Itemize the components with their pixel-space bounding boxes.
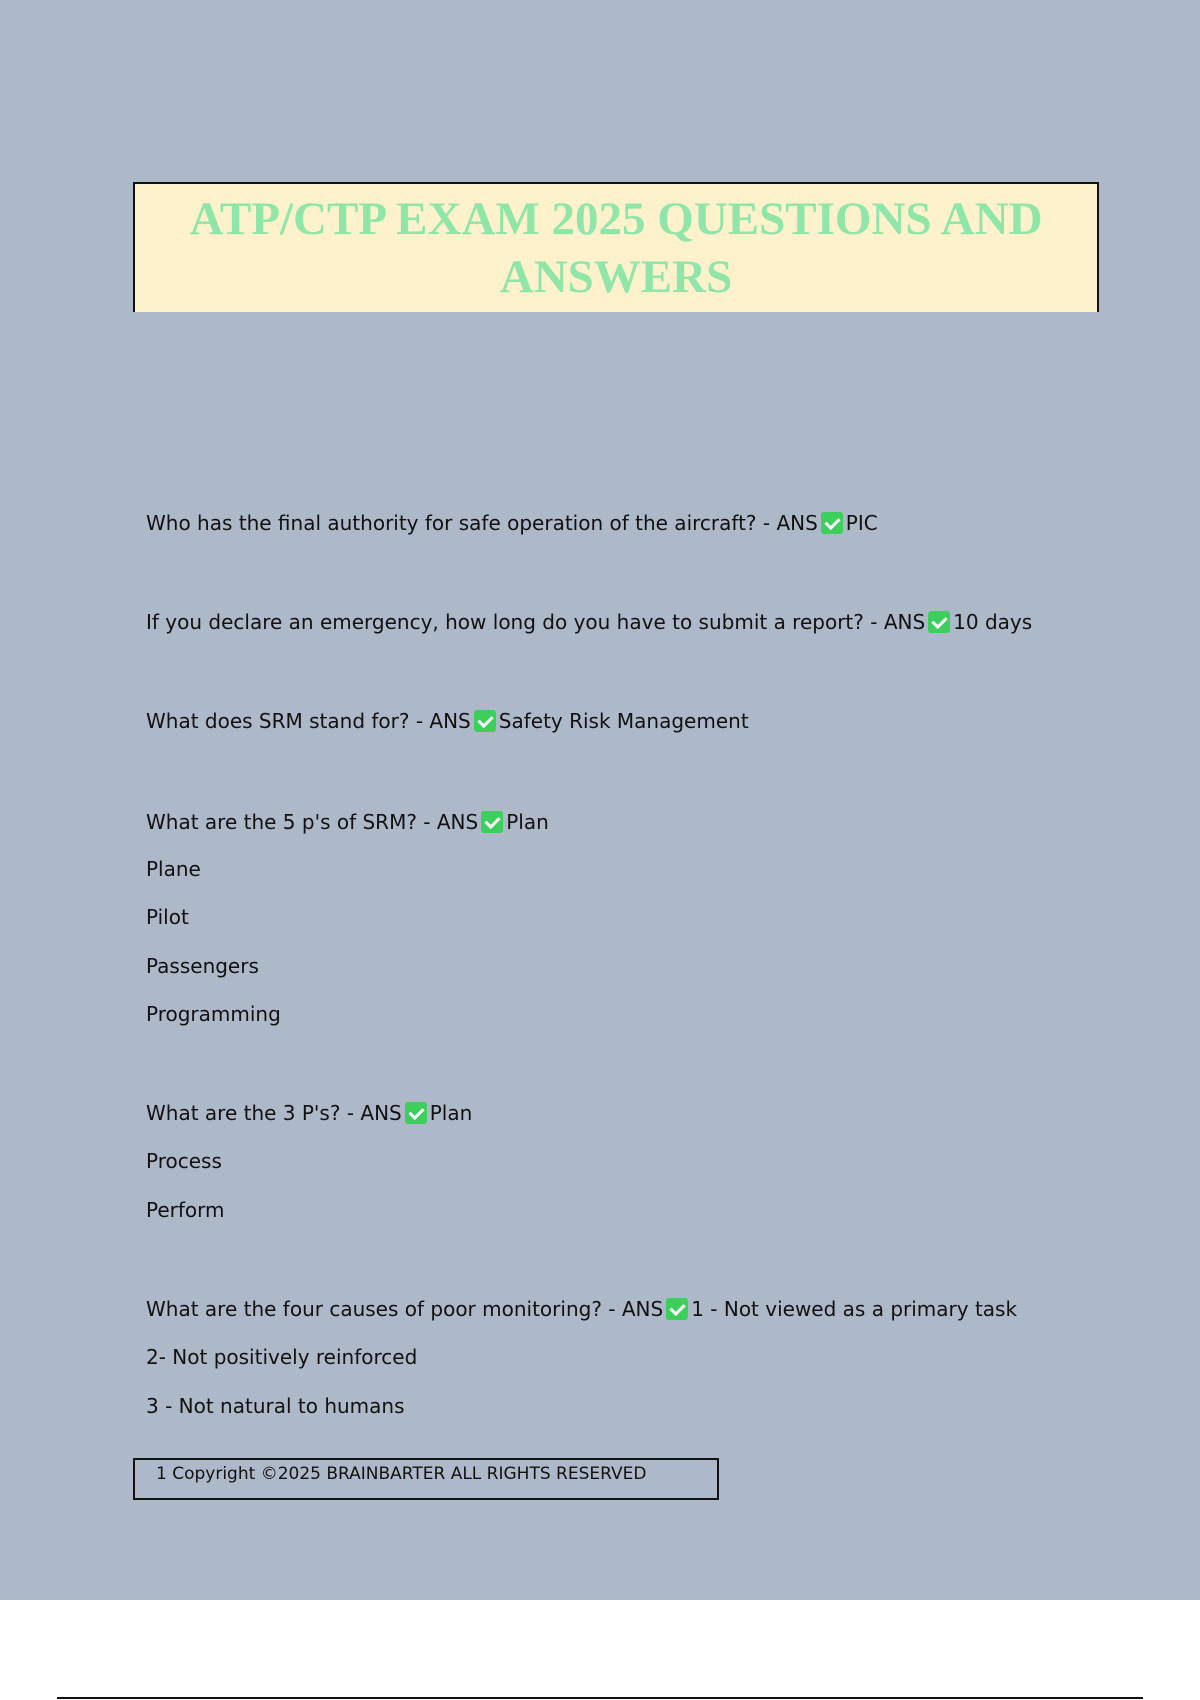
qa-item-6 bbox=[146, 1295, 1017, 1323]
check-mark-icon bbox=[666, 1298, 688, 1320]
question-text: What are the 3 P's? - ANS bbox=[146, 1101, 402, 1125]
qa-item-1 bbox=[146, 509, 878, 537]
question-text: Who has the final authority for safe operation of the aircraft? - ANS bbox=[146, 511, 818, 535]
answer-text: 10 days bbox=[953, 610, 1033, 634]
answer-continuation: Passengers bbox=[146, 954, 259, 978]
copyright-text: 1 Copyright ©2025 BRAINBARTER ALL RIGHTS RESERVED bbox=[156, 1464, 647, 1484]
answer-text: Safety Risk Management bbox=[498, 709, 749, 733]
answer-continuation: Process bbox=[146, 1149, 222, 1173]
answer-continuation: Programming bbox=[146, 1002, 281, 1026]
answer-continuation: Perform bbox=[146, 1198, 225, 1222]
qa-item-2 bbox=[146, 608, 1032, 636]
title-banner bbox=[133, 182, 1099, 312]
answer-text: PIC bbox=[845, 511, 878, 535]
copyright-footer bbox=[133, 1458, 719, 1500]
answer-text: Plan bbox=[506, 810, 549, 834]
check-mark-icon bbox=[821, 512, 843, 534]
answer-continuation: 2- Not positively reinforced bbox=[146, 1345, 418, 1369]
question-text: What does SRM stand for? - ANS bbox=[146, 709, 471, 733]
answer-text: Plan bbox=[429, 1101, 473, 1125]
check-mark-icon bbox=[928, 611, 950, 633]
title-line-1: ATP/CTP EXAM 2025 QUESTIONS AND bbox=[189, 193, 1043, 245]
page-divider bbox=[57, 1697, 1143, 1699]
answer-continuation: Pilot bbox=[146, 905, 189, 929]
question-text: If you declare an emergency, how long do you have to submit a report? - ANS bbox=[146, 610, 926, 634]
check-mark-icon bbox=[481, 811, 503, 833]
question-text: What are the 5 p's of SRM? - ANS bbox=[146, 810, 479, 834]
title-line-2: ANSWERS bbox=[499, 251, 733, 303]
qa-item-3 bbox=[146, 707, 749, 735]
answer-text: 1 - Not viewed as a primary task bbox=[691, 1297, 1018, 1321]
qa-item-5 bbox=[146, 1099, 472, 1127]
qa-item-4 bbox=[146, 808, 549, 836]
check-mark-icon bbox=[405, 1102, 427, 1124]
answer-continuation: 3 - Not natural to humans bbox=[146, 1394, 405, 1418]
page-title bbox=[179, 190, 1052, 306]
check-mark-icon bbox=[474, 710, 496, 732]
answer-continuation: Plane bbox=[146, 857, 201, 881]
question-text: What are the four causes of poor monitoring? - ANS bbox=[146, 1297, 664, 1321]
